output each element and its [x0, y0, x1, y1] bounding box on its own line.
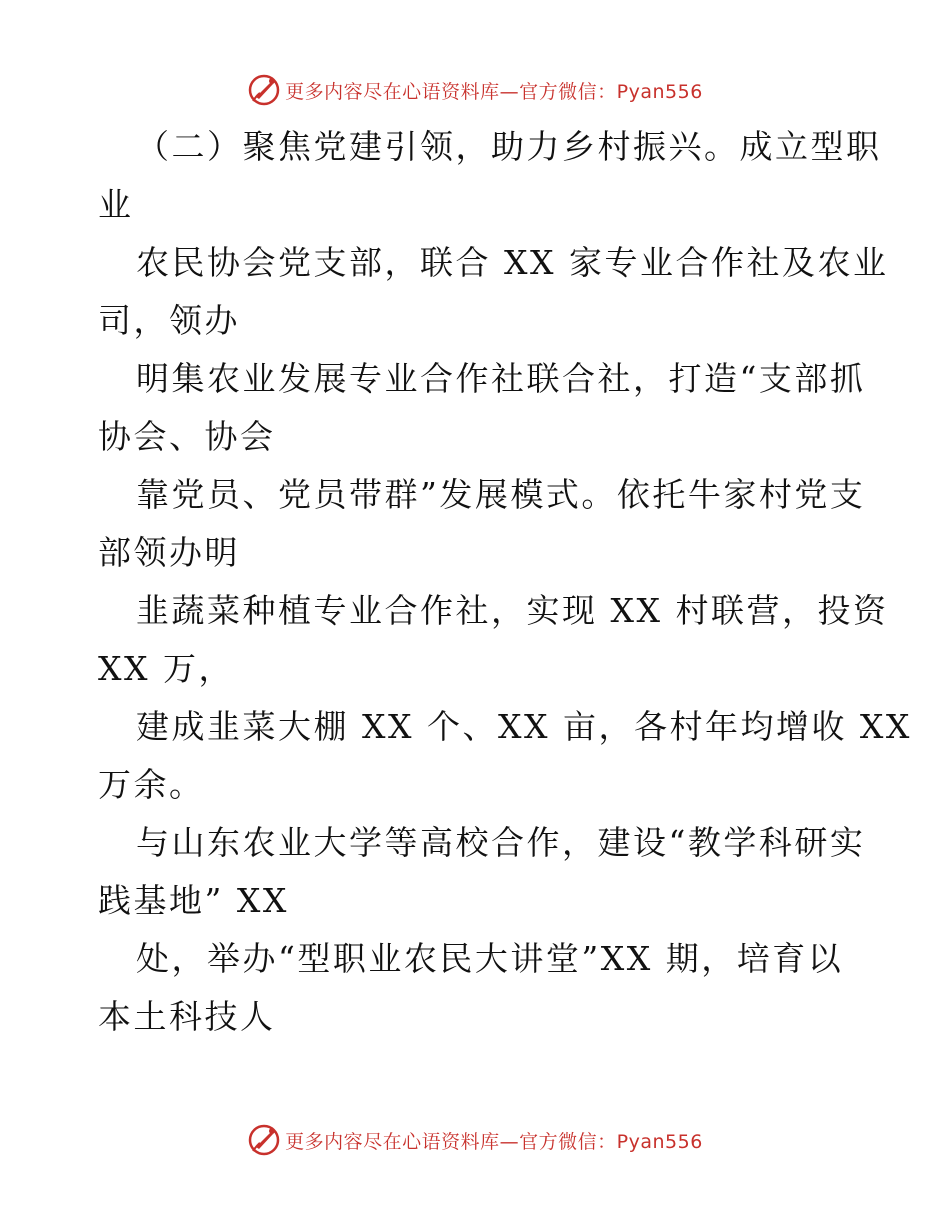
- paragraph-line: 与山东农业大学等高校合作，建设“教学科研实: [136, 823, 866, 862]
- header-banner-main: 更多内容尽在心语资料库: [285, 80, 500, 103]
- paragraph: [98, 814, 866, 930]
- footer-banner-inner: [247, 1123, 703, 1157]
- footer-banner: [0, 1120, 950, 1160]
- paragraph: [98, 930, 858, 1046]
- header-banner-text: [285, 77, 703, 104]
- document-body: [98, 118, 912, 1046]
- footer-banner-main: 更多内容尽在心语资料库: [285, 1130, 500, 1153]
- paragraph-line: 农民协会党支部，联合 XX 家专业合作社及农业: [136, 243, 889, 282]
- header-banner: [0, 70, 950, 110]
- paragraph: [98, 234, 889, 350]
- paragraph-line: （二）聚焦党建引领，助力乡村振兴。成立型职: [136, 127, 882, 166]
- header-banner-sub: 官方微信：Pyan556: [519, 80, 703, 103]
- paragraph-line: 本土科技人: [98, 997, 276, 1036]
- header-banner-inner: [247, 73, 703, 107]
- footer-banner-sub: 官方微信：Pyan556: [519, 1130, 703, 1153]
- paragraph: [98, 118, 882, 234]
- paragraph: [98, 698, 912, 814]
- paragraph-line: XX 万，: [98, 649, 234, 688]
- quill-logo-icon: [247, 1123, 281, 1157]
- paragraph: [98, 466, 866, 582]
- paragraph-line: 业: [98, 185, 134, 224]
- paragraph-line: 建成韭菜大棚 XX 个、XX 亩，各村年均增收 XX: [136, 707, 912, 746]
- paragraph-line: 司，领办: [98, 301, 240, 340]
- footer-banner-dash: —: [499, 1130, 520, 1153]
- paragraph-line: 靠党员、党员带群”发展模式。依托牛家村党支: [136, 475, 866, 514]
- paragraph-line: 明集农业发展专业合作社联合社，打造“支部抓: [136, 359, 866, 398]
- paragraph-line: 处，举办“型职业农民大讲堂”XX 期，培育以: [136, 939, 844, 978]
- paragraph-line: 践基地” XX: [98, 881, 289, 920]
- paragraph: [98, 350, 866, 466]
- paragraph-line: 万余。: [98, 765, 205, 804]
- paragraph-line: 协会、协会: [98, 417, 276, 456]
- paragraph-line: 部领办明: [98, 533, 240, 572]
- header-banner-dash: —: [499, 80, 520, 103]
- footer-banner-text: [285, 1127, 703, 1154]
- paragraph: [98, 582, 889, 698]
- quill-logo-icon: [247, 73, 281, 107]
- paragraph-line: 韭蔬菜种植专业合作社，实现 XX 村联营，投资: [136, 591, 889, 630]
